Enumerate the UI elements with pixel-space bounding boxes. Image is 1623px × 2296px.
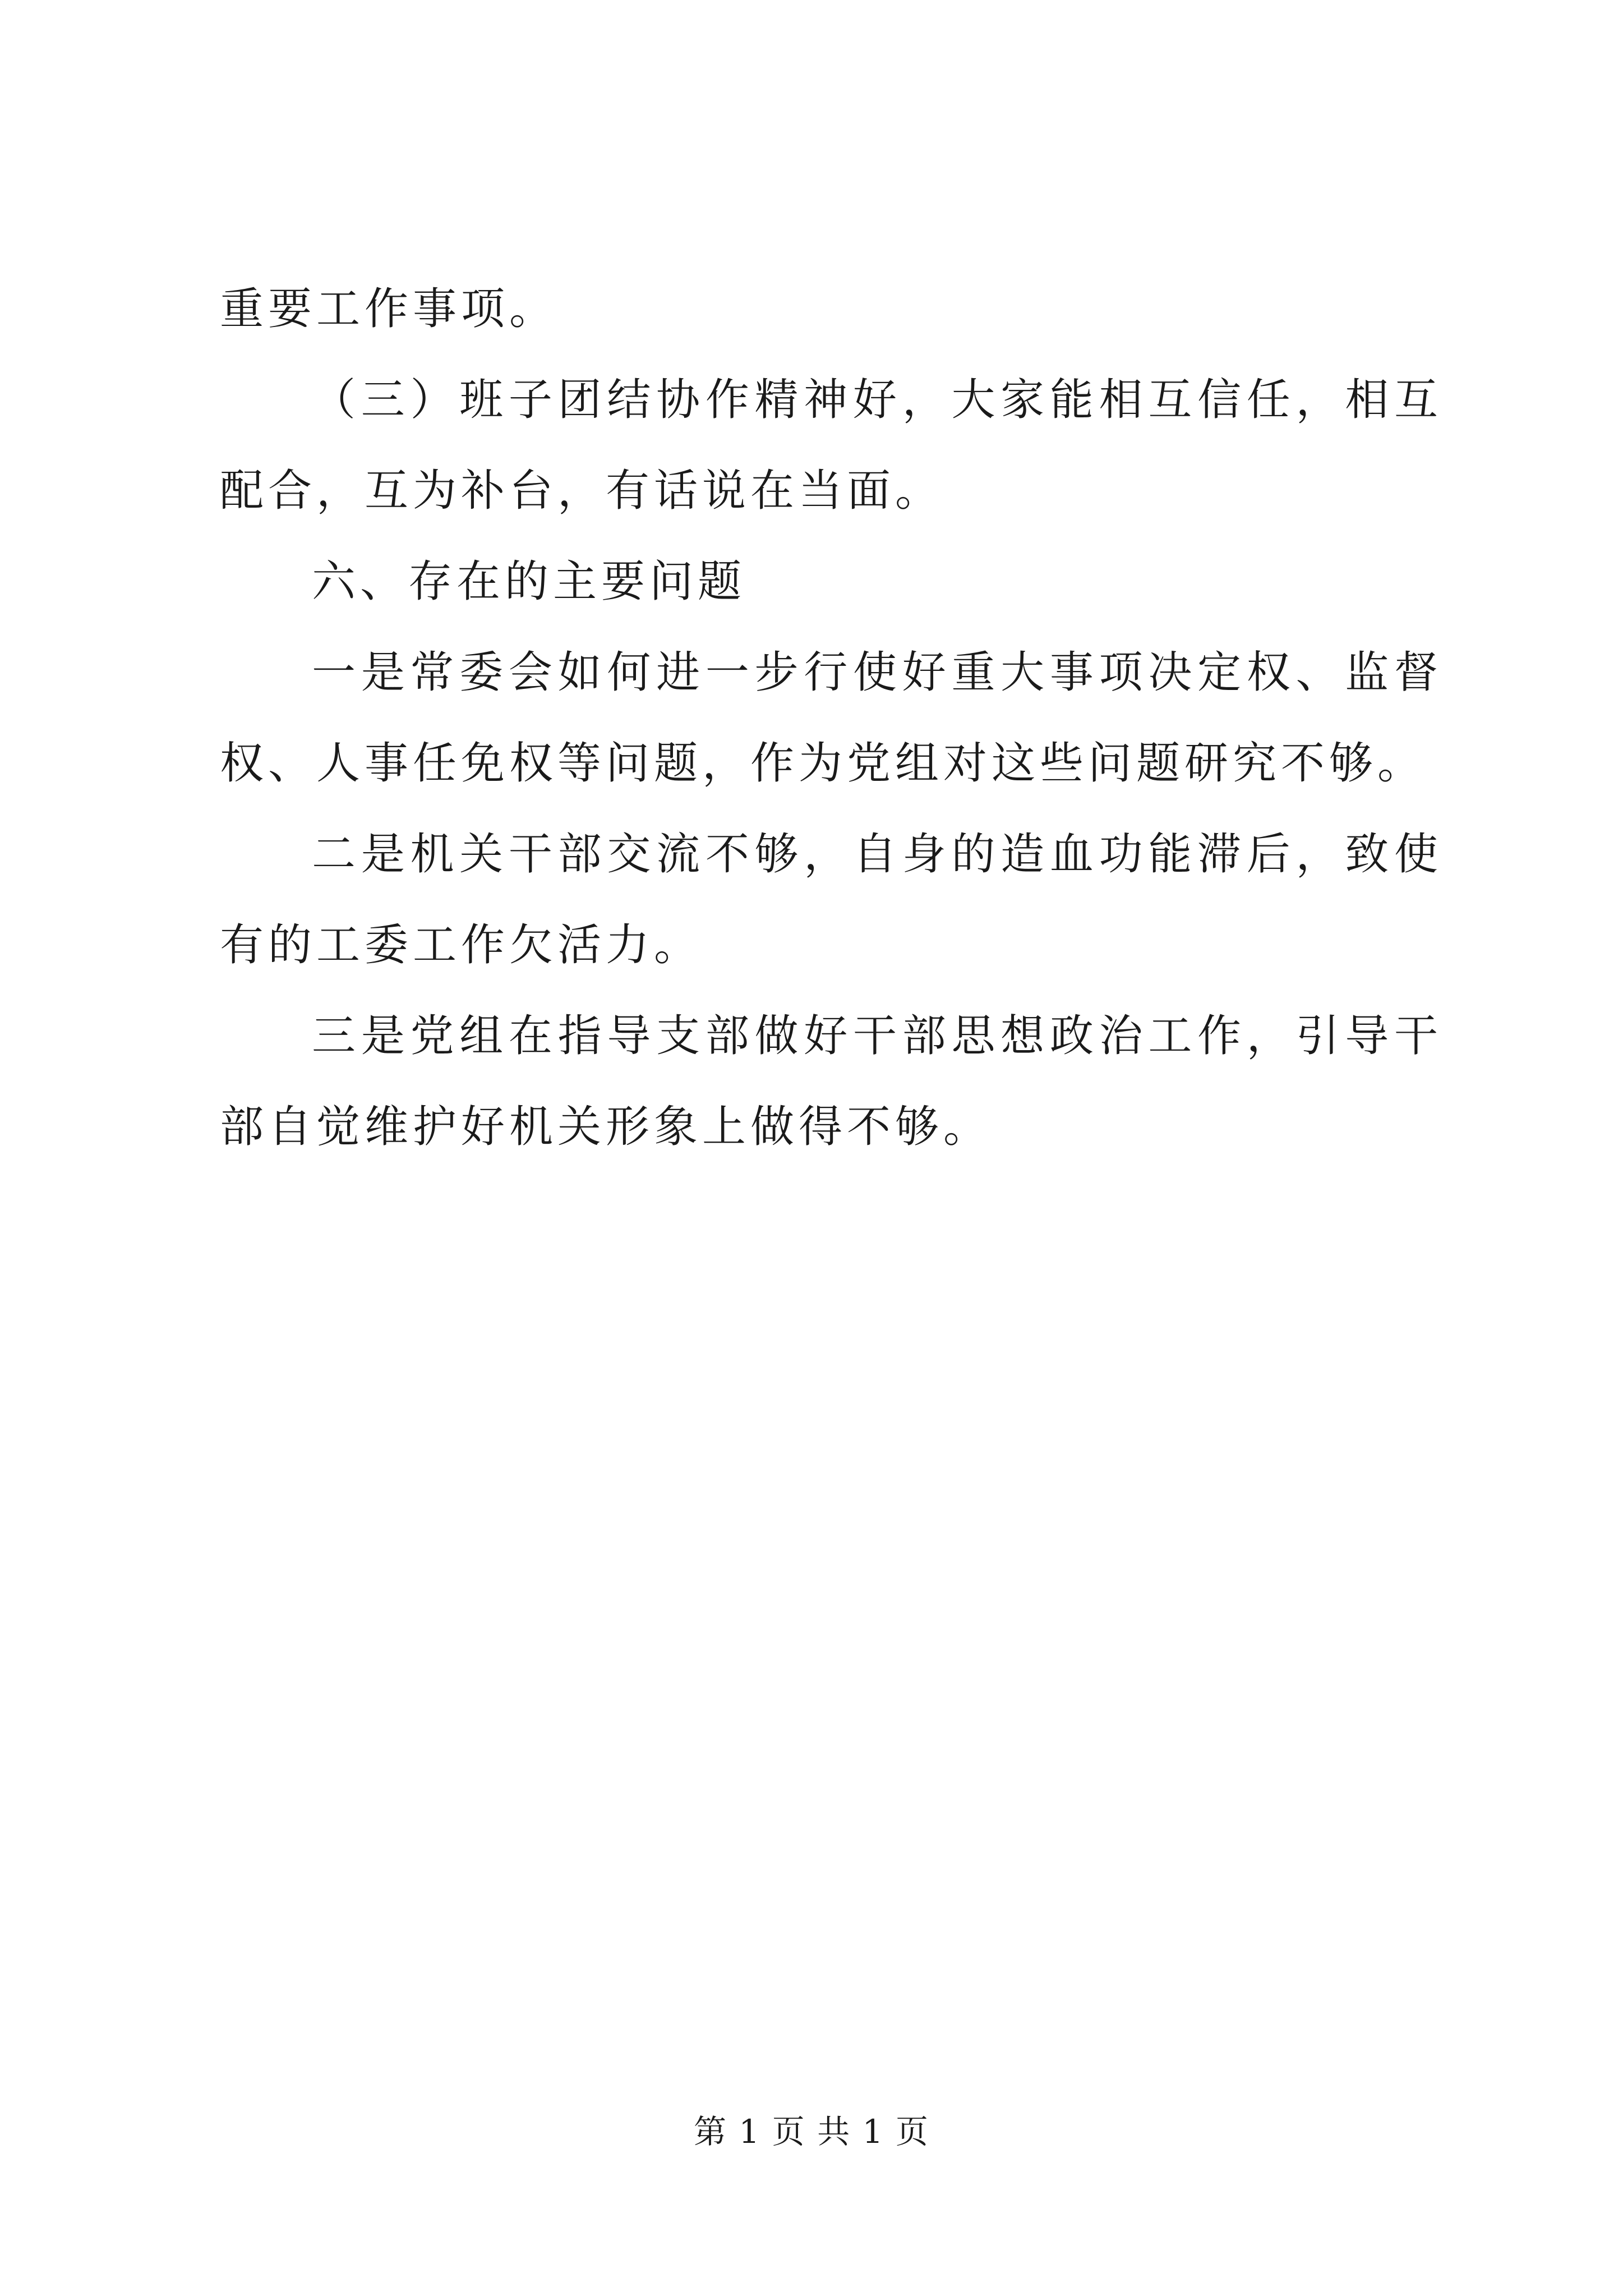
paragraph-continuation: 重要工作事项。 [220,284,558,334]
document-body [220,264,1442,1172]
paragraph-problem-one: 一是常委会如何进一步行使好重大事项决定权、监督权、人事任免权等问题，作为党组对这些问题研究不够。 [220,647,1442,789]
page-number-footer: 第 1 页 共 1 页 [694,2113,929,2151]
paragraph-problem-two: 二是机关干部交流不够，自身的造血功能滞后，致使有的工委工作欠活力。 [220,829,1442,970]
paragraph-problem-three: 三是党组在指导支部做好干部思想政治工作，引导干部自觉维护好机关形象上做得不够。 [220,1011,1442,1152]
paragraph-team-unity: （三）班子团结协作精神好，大家能相互信任，相互配合，互为补台，有话说在当面。 [220,375,1442,516]
section-heading-main-problems: 六、存在的主要问题 [312,556,746,607]
